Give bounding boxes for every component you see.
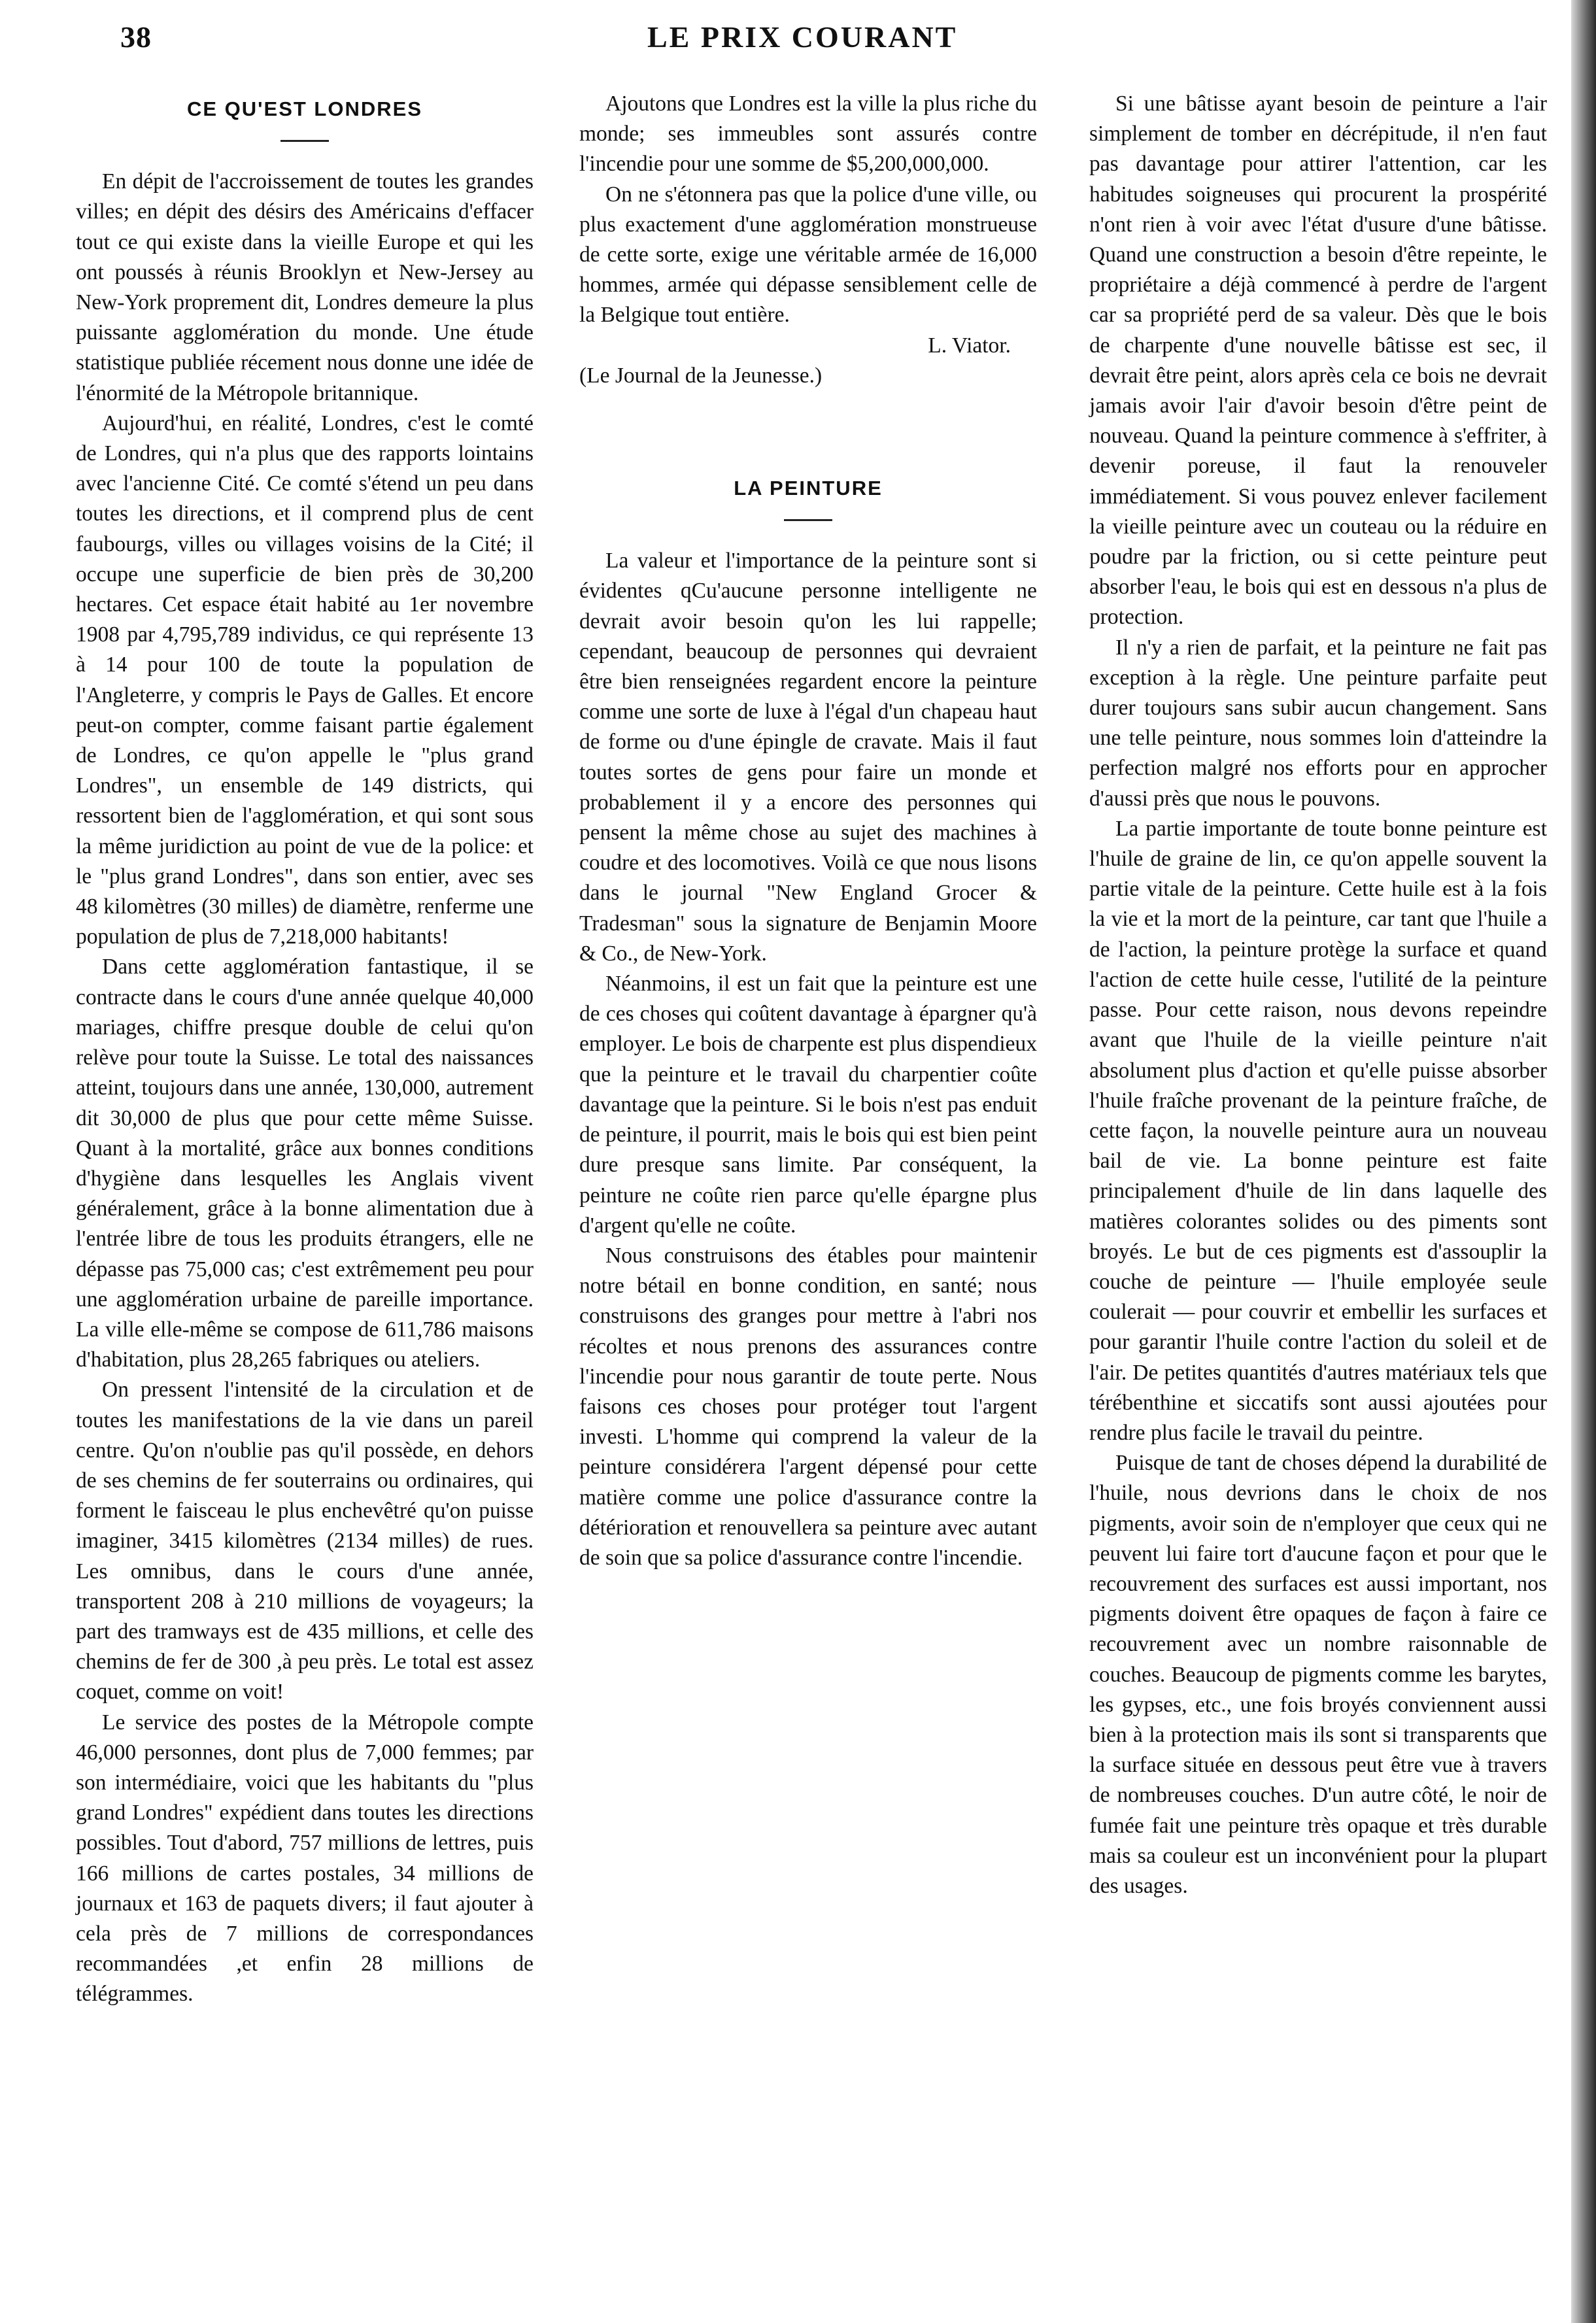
title-rule [784,519,832,521]
article-source: (Le Journal de la Jeunesse.) [579,363,823,388]
article-paint-header [579,473,1037,521]
scan-page-edge [1571,0,1596,2323]
paint-paragraph-7: Puisque de tant de choses dépend la durabilité de l'huile, nous devrions dans le choix de nos pigments, avoir soin de n'employer que ceux qui ne peuvent lui faire tort d'aucune façon et pour que le recouvrement des surfaces est aussi important, nos pigments doivent être opaques de façon à faire ce recouvrement avec un nombre raisonnable de couches. Beaucoup de pigments comme les barytes, les gypses, etc., une fois broyés conviennent aussi bien à la protection mais ils sont si transparents que la surface située en dessous peut être vue à travers de nombreuses couches. D'un autre côté, le noir de fumée fait une peinture très opaque et très durable mais sa couleur est un inconvénient pour la plupart des usages. [1089,1451,1547,1898]
london-paragraph-5: Le service des postes de la Métropole compte 46,000 personnes, dont plus de 7,000 femmes; par son intermédiaire, voici que les habitants du "plus grand Londres" expédient dans toutes les directions possibles. Tout d'abord, 757 millions de lettres, puis 166 millions de cartes postales, 34 millions de journaux et 163 de paquets divers; il faut ajouter à cela près de 7 millions de correspondances recommandées ,et enfin 28 millions de télégrammes. [76,1710,534,2007]
paint-paragraph-5: Il n'y a rien de parfait, et la peinture ne fait pas exception à la règle. Une peinture parfaite peut durer toujours sans subir aucun changement. Sans une telle peinture, nous sommes loin d'atteindre la perfection malgré nos efforts pour en approcher d'aussi près que nous le pouvons. [1089,635,1547,811]
london-paragraph-4: On pressent l'intensité de la circulation et de toutes les manifestations de la vie dans un pareil centre. Qu'on n'oublie pas qu'il possède, en dehors de ses chemins de fer souterrains ou ordinaires, qui forment le faisceau le plus enchevêtré qu'on puisse imaginer, 3415 kilomètres (2134 milles) de rues. Les omnibus, dans le cours d'une année, transportent 208 à 210 millions de voyageurs; la part des tramways est de 435 millions, et celle des chemins de fer de 300 ,à peu près. Le total est assez coquet, comme on voit! [76,1378,534,1704]
column-1 [76,89,534,2010]
paint-paragraph-6: La partie importante de toute bonne peinture est l'huile de graine de lin, ce qu'on appelle souvent la partie vitale de la peinture. Cette huile est à la fois la vie et la mort de la peinture, car tant que l'huile a de l'action, la peinture protège la surface et quand l'action de cette huile cesse, l'utilité de la peinture passe. Pour cette raison, nous devons repeindre avant que l'huile de la vieille peinture n'ait absolument plus d'action et qu'elle puisse absorber l'huile fraîche provenant de la peinture fraîche, de cette façon, la nouvelle peinture aura un nouveau bail de vie. La bonne peinture est faite principalement d'huile de lin dans laquelle des matières colorantes solides ou des piments sont broyés. Le but de ces pigments est d'assouplir la couche de peinture — l'huile employée seule coulerait — pour couvrir et embellir les surfaces et pour garantir l'huile contre l'action du soleil et de l'air. De petites quantités d'autres matériaux tels que térébenthine et siccatifs sont aussi ajoutées pour rendre plus facile le travail du peintre. [1089,816,1547,1445]
column-2 [579,89,1037,1573]
running-title: LE PRIX COURANT [647,20,958,54]
london-paragraph-7: On ne s'étonnera pas que la police d'une ville, ou plus exactement d'une agglomération monstrueuse de cette sorte, exige une véritable armée de 16,000 hommes, armée qui dépasse sensiblement celle de la Belgique tout entière. [579,182,1037,328]
title-rule [280,140,329,142]
london-paragraph-3: Dans cette agglomération fantastique, il se contracte dans le cours d'une année quelque 40,000 mariages, chiffre presque double de celui qu'on relève pour toute la Suisse. Le total des naissances atteint, toujours dans une année, 130,000, autrement dit 30,000 de plus que pour cette même Suisse. Quant à la mortalité, grâce aux bonnes conditions d'hygiène dans lesquelles les Anglais vivent généralement, grâce à la bonne alimentation due à l'entrée libre de tous les produits étrangers, elle ne dépasse pas 75,000 cas; c'est extrêmement peu pour une agglomération urbaine de pareille importance. La ville elle-même se compose de 611,786 maisons d'habitation, plus 28,265 fabriques ou ateliers. [76,955,534,1372]
paint-paragraph-1: La valeur et l'importance de la peinture sont si évidentes qCu'aucune personne intelligente ne devrait avoir besoin qu'on les lui rappelle; cependant, beaucoup de personnes qui devraient être bien renseignées regardent encore la peinture comme une sorte de luxe à l'égal d'un chapeau haut de forme ou d'une épingle de cravate. Mais il faut toutes sortes de gens pour faire un monde et probablement il y a encore des personnes qui pensent la même chose au sujet des machines à coudre et des locomotives. Voilà ce que nous lisons dans le journal "New England Grocer & Tradesman" sous la signature de Benjamin Moore & Co., de New-York. [579,549,1037,966]
paint-paragraph-2: Néanmoins, il est un fait que la peinture est une de ces choses qui coûtent davantage à épargner qu'à employer. Le bois de charpente est plus dispendieux que la peinture et le travail du charpentier coûte davantage que la peinture. Si le bois n'est pas enduit de peinture, il pourrit, mais le bois qui est bien peint dure presque sans limite. Par conséquent, la peinture ne coûte rien parce qu'elle épargne plus d'argent qu'elle ne coûte. [579,972,1037,1238]
article-signature: L. Viator. [928,333,1011,358]
london-paragraph-6: Ajoutons que Londres est la ville la plus riche du monde; ses immeubles sont assurés contre l'incendie pour une somme de $5,200,000,000. [579,92,1037,177]
paint-paragraph-4: Si une bâtisse ayant besoin de peinture a l'air simplement de tomber en décrépitude, il n'en faut pas davantage pour attirer l'attention, car les habitudes soigneuses qui procurent la prospérité n'ont rien à voir avec l'état d'usure d'une bâtisse. Quand une construction a besoin d'être repeinte, le propriétaire a déjà commencé à perdre de l'argent car sa propriété perd de sa valeur. Dès que le bois de charpente d'une nouvelle bâtisse est sec, il devrait être peint, alors après cela ce bois ne devrait jamais avoir l'air d'avoir besoin d'être peint de nouveau. Quand la peinture commence à s'effriter, à devenir poreuse, il faut la renouveler immédiatement. Si vous pouvez enlever facilement la vieille peinture avec un couteau ou la réduire en poudre par la friction, ou si cette peinture peut absorber l'eau, le bois qui est en dessous n'a plus de protection. [1089,92,1547,630]
article-london-header [76,94,534,142]
page-number: 38 [120,20,152,54]
london-paragraph-2: Aujourd'hui, en réalité, Londres, c'est le comté de Londres, qui n'a plus que des rapports lointains avec l'ancienne Cité. Ce comté s'étend un peu dans toutes les directions, et il comprend plus de cent faubourgs, villes ou villages voisins de la Cité; il occupe une superficie de bien près de 30,200 hectares. Cet espace était habité au 1er novembre 1908 par 4,795,789 individus, ce qui représente 13 à 14 pour 100 de toute la population de l'Angleterre, y compris le Pays de Galles. Et encore peut-on compter, comme faisant partie également de Londres, ce qu'on appelle le "plus grand Londres", un ensemble de 149 districts, qui ressortent bien de l'agglomération, et qui sont sous la même juridiction au point de vue de la police: et le "plus grand Londres", dans son entier, avec ses 48 kilomètres (30 milles) de diamètre, renferme une population de plus de 7,218,000 habitants! [76,411,534,949]
london-paragraph-1: En dépit de l'accroissement de toutes les grandes villes; en dépit des désirs des Américains d'effacer tout ce qui existe dans la vieille Europe et qui les ont poussés à réunis Brooklyn et New-Jersey au New-York proprement dit, Londres demeure la plus puissante agglomération du monde. Une étude statistique publiée récement nous donne une idée de l'énormité de la Métropole britannique. [76,169,534,405]
paint-paragraph-3: Nous construisons des étables pour maintenir notre bétail en bonne condition, en santé; nous construisons des granges pour mettre à l'abri nos récoltes et nous prenons des assurances contre l'incendie pour nous garantir de toute perte. Nous faisons ces choses pour protéger tout l'argent investi. L'homme qui comprend la valeur de la peinture considérera l'argent dépensé pour cette matière comme une police d'assurance contre la détérioration et renouvellera sa peinture avec autant de soin que sa police d'assurance contre l'incendie. [579,1243,1037,1570]
article-paint-title: LA PEINTURE [734,477,883,500]
article-london-title: CE QU'EST LONDRES [186,97,422,120]
column-3 [1089,89,1547,1901]
